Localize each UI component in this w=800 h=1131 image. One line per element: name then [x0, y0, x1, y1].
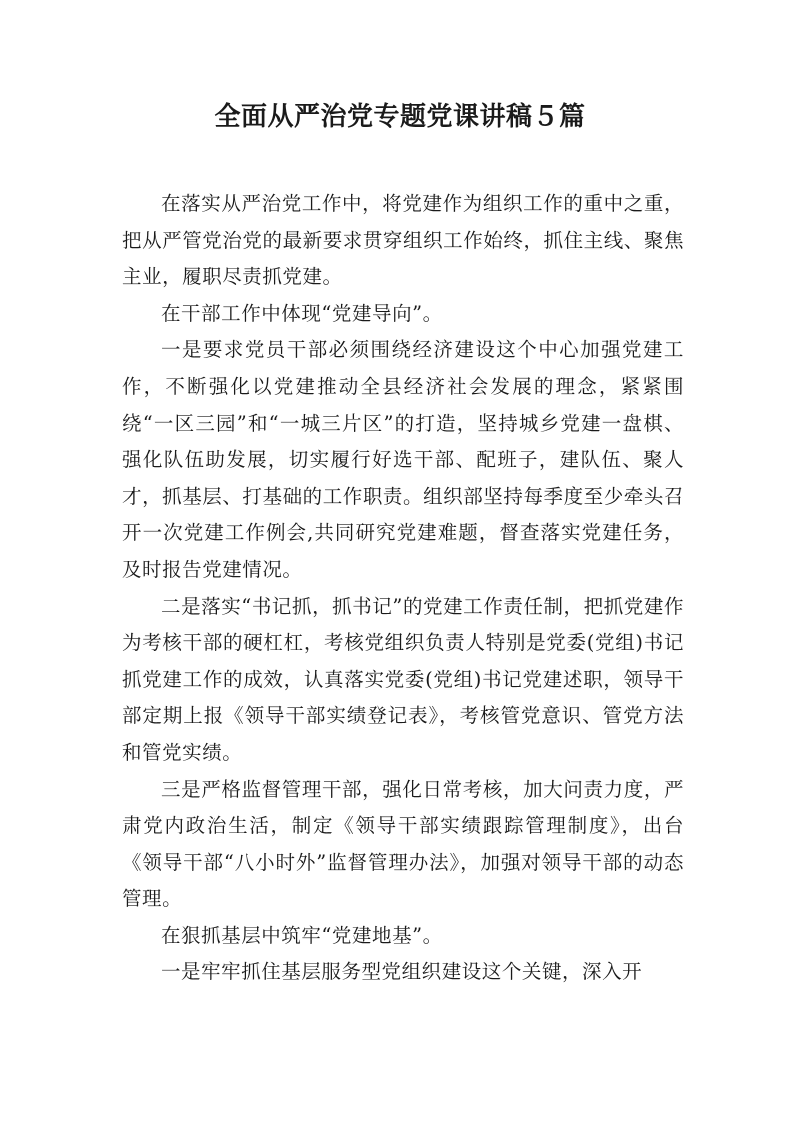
section-heading-cadre-work: 在干部工作中体现“党建导向”。 [161, 301, 443, 325]
paragraph-grassroots-point-one: 一是牢牢抓住基层服务型党组织建设这个关键，深入开 [161, 960, 643, 984]
paragraph-point-one: 一是要求党员干部必须围绕经济建设这个中心加强党建工作，不断强化以党建推动全县经济社会发展的理念，紧紧围绕“一区三园”和“一城三片区”的打造，坚持城乡党建一盘棋、强化队伍助发展，切实履行好选干部、配班子，建队伍、聚人才，抓基层、打基础的工作职责。组织部坚持每季度至少牵头召开一次党建工作例会,共同研究党建难题，督查落实党建任务，及时报告党建情况。 [122, 338, 684, 581]
paragraph-point-two: 二是落实“书记抓，抓书记”的党建工作责任制，把抓党建作为考核干部的硬杠杠，考核党组织负责人特别是党委(党组)书记抓党建工作的成效，认真落实党委(党组)书记党建述职，领导干部定期上报《领导干部实绩登记表》，考核管党意识、管党方法和管党实绩。 [122, 594, 684, 764]
paragraph-point-three: 三是严格监督管理干部，强化日常考核，加大问责力度，严肃党内政治生活，制定《领导干部实绩跟踪管理制度》，出台《领导干部“八小时外”监督管理办法》，加强对领导干部的动态管理。 [122, 777, 684, 911]
paragraph-intro: 在落实从严治党工作中，将党建作为组织工作的重中之重，把从严管党治党的最新要求贯穿组织工作始终，抓住主线、聚焦主业，履职尽责抓党建。 [122, 192, 684, 289]
document-title: 全面从严治党专题党课讲稿５篇 [214, 102, 586, 132]
document-body [122, 186, 684, 991]
section-heading-grassroots: 在狠抓基层中筑牢“党建地基”。 [161, 923, 443, 947]
